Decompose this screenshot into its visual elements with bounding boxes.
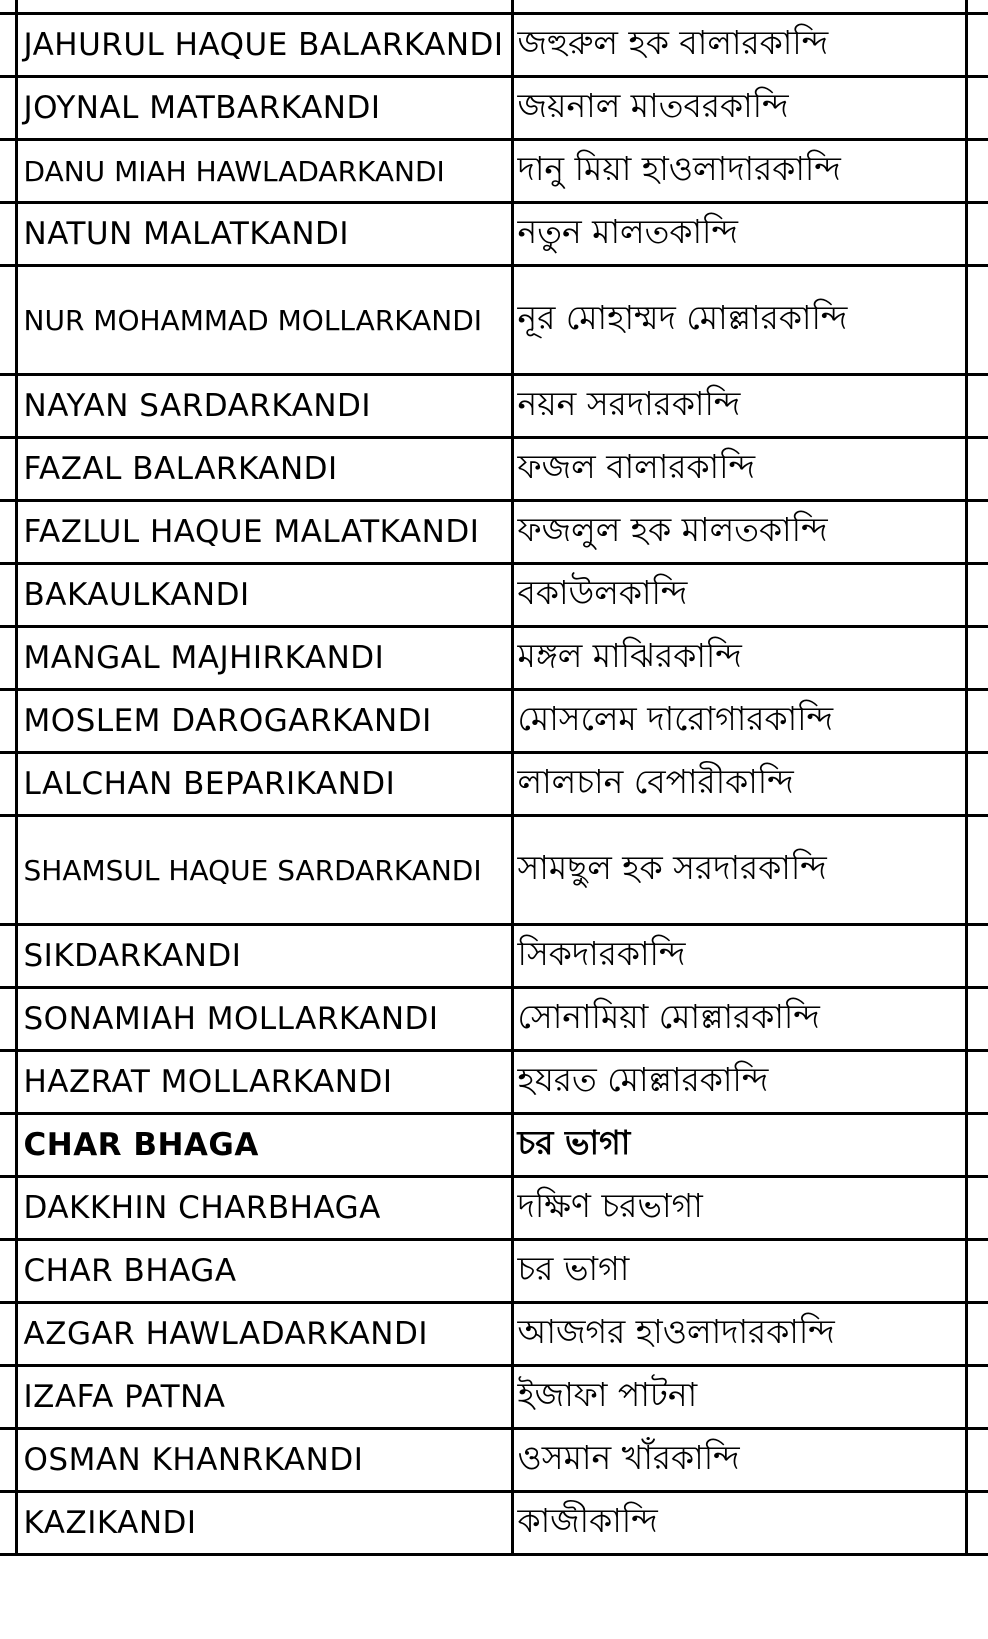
bengali-name-cell: চর ভাগা xyxy=(512,1114,966,1177)
english-name-cell: DANU MIAH HAWLADARKANDI xyxy=(16,140,512,203)
bengali-name-cell: বকাউলকান্দি xyxy=(512,564,966,627)
english-name-cell: MOSLEM DAROGARKANDI xyxy=(16,690,512,753)
table-row xyxy=(0,988,988,1051)
bengali-name-cell: সোনামিয়া মোল্লারকান্দি xyxy=(512,988,966,1051)
bengali-name-cell: জহুরুল হক বালারকান্দি xyxy=(512,14,966,77)
english-name-cell: FAZLUL HAQUE MALATKANDI xyxy=(16,501,512,564)
table-row xyxy=(0,14,988,77)
bengali-name-cell: জয়নাল মাতবরকান্দি xyxy=(512,77,966,140)
table-row xyxy=(0,203,988,266)
table-row xyxy=(0,1303,988,1366)
bengali-name-cell: চর ভাগা xyxy=(512,1240,966,1303)
bengali-name-cell: মঙ্গল মাঝিরকান্দি xyxy=(512,627,966,690)
bengali-name-cell: ইজাফা পাটনা xyxy=(512,1366,966,1429)
table-row xyxy=(0,140,988,203)
bengali-name-cell: মোসলেম দারোগারকান্দি xyxy=(512,690,966,753)
table-row xyxy=(0,816,988,925)
table-row xyxy=(0,1366,988,1429)
bengali-name-cell: কাজীকান্দি xyxy=(512,1492,966,1555)
table-row xyxy=(0,627,988,690)
english-name-cell: AZGAR HAWLADARKANDI xyxy=(16,1303,512,1366)
bengali-name-cell: সামছুল হক সরদারকান্দি xyxy=(512,816,966,925)
english-name-cell: SIKDARKANDI xyxy=(16,925,512,988)
bengali-name-cell: ওসমান খাঁরকান্দি xyxy=(512,1429,966,1492)
bengali-name-cell: ফজল বালারকান্দি xyxy=(512,438,966,501)
english-name-cell: OSMAN KHANRKANDI xyxy=(16,1429,512,1492)
english-name-cell: JAHURUL HAQUE BALARKANDI xyxy=(16,14,512,77)
table-row xyxy=(0,501,988,564)
table-row xyxy=(0,1240,988,1303)
table-row xyxy=(0,925,988,988)
english-name-cell: LALCHAN BEPARIKANDI xyxy=(16,753,512,816)
bengali-name-cell: নতুন মালতকান্দি xyxy=(512,203,966,266)
english-name-cell: CHAR BHAGA xyxy=(16,1240,512,1303)
english-name-cell: NAYAN SARDARKANDI xyxy=(16,375,512,438)
bengali-name-cell: আজগর হাওলাদারকান্দি xyxy=(512,1303,966,1366)
bengali-name-cell: দানু মিয়া হাওলাদারকান্দি xyxy=(512,140,966,203)
english-name-cell: JOYNAL MATBARKANDI xyxy=(16,77,512,140)
bengali-name-cell: নয়ন সরদারকান্দি xyxy=(512,375,966,438)
english-name-cell: HAZRAT MOLLARKANDI xyxy=(16,1051,512,1114)
english-name-cell: KAZIKANDI xyxy=(16,1492,512,1555)
table-row xyxy=(0,266,988,375)
table-row xyxy=(0,753,988,816)
bengali-name-cell: নূর মোহাম্মদ মোল্লারকান্দি xyxy=(512,266,966,375)
english-name-cell: FAZAL BALARKANDI xyxy=(16,438,512,501)
table-row xyxy=(0,564,988,627)
table-row xyxy=(0,375,988,438)
table-row xyxy=(0,690,988,753)
english-name-cell: SONAMIAH MOLLARKANDI xyxy=(16,988,512,1051)
table-row xyxy=(0,1429,988,1492)
table-row xyxy=(0,77,988,140)
table-row-union-heading xyxy=(0,1114,988,1177)
english-name-cell: MANGAL MAJHIRKANDI xyxy=(16,627,512,690)
bengali-name-cell: সিকদারকান্দি xyxy=(512,925,966,988)
table-row xyxy=(0,438,988,501)
english-name-cell: SHAMSUL HAQUE SARDARKANDI xyxy=(16,816,512,925)
english-name-cell: NUR MOHAMMAD MOLLARKANDI xyxy=(16,266,512,375)
english-name-cell: NATUN MALATKANDI xyxy=(16,203,512,266)
bengali-name-cell: হযরত মোল্লারকান্দি xyxy=(512,1051,966,1114)
english-name-cell: IZAFA PATNA xyxy=(16,1366,512,1429)
table-row xyxy=(0,1051,988,1114)
bengali-name-cell: লালচান বেপারীকান্দি xyxy=(512,753,966,816)
table-row xyxy=(0,1177,988,1240)
english-name-cell: DAKKHIN CHARBHAGA xyxy=(16,1177,512,1240)
english-name-cell: CHAR BHAGA xyxy=(16,1114,512,1177)
bengali-name-cell: দক্ষিণ চরভাগা xyxy=(512,1177,966,1240)
table-row xyxy=(0,1492,988,1555)
english-name-cell: BAKAULKANDI xyxy=(16,564,512,627)
bengali-name-cell: ফজলুল হক মালতকান্দি xyxy=(512,501,966,564)
table-row-partial-top xyxy=(0,0,988,14)
